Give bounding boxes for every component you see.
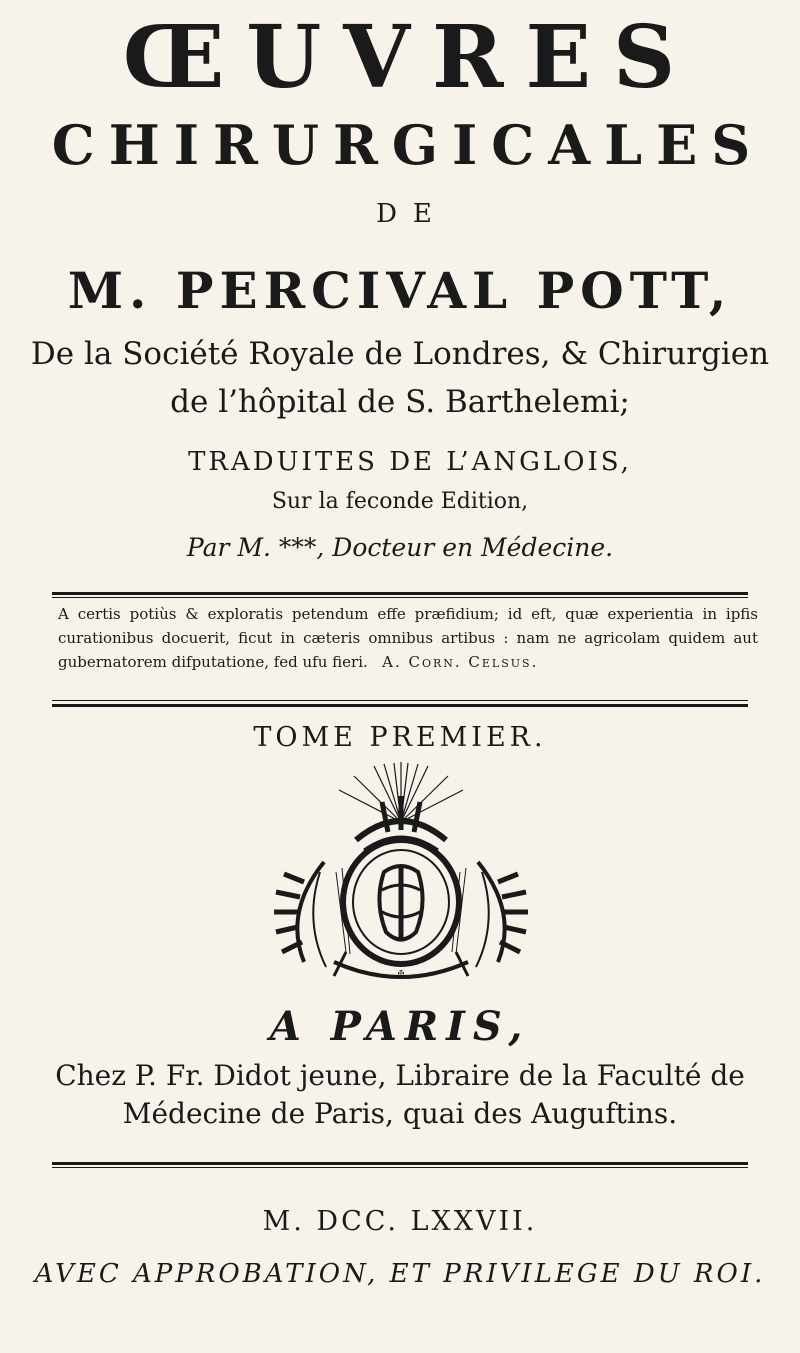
edition-line: Sur la feconde Edition, <box>271 489 529 514</box>
publisher-line-2: Médecine de Paris, quai des Auguftins. <box>122 1097 678 1130</box>
epigraph <box>58 602 758 674</box>
title-preposition: DE <box>376 199 448 229</box>
crowned-monogram-vignette-icon <box>264 762 538 984</box>
book-subtitle: CHIRURGICALES <box>51 113 765 177</box>
publication-place: A PARIS, <box>269 1003 531 1050</box>
volume-label: TOME PREMIER. <box>253 722 547 753</box>
publication-date: M. DCC. LXXVII. <box>262 1206 538 1237</box>
translation-heading: TRADUITES DE L’ANGLOIS, <box>188 447 632 477</box>
book-title: ŒUVRES <box>122 7 698 108</box>
author-name: M. PERCIVAL POTT, <box>67 261 733 320</box>
epigraph-bottom-rule <box>52 704 748 707</box>
epigraph-top-rule-thin <box>52 597 748 598</box>
publisher-line-1: Chez P. Fr. Didot jeune, Libraire de la Faculté de <box>55 1059 745 1092</box>
svg-text:✠: ✠ <box>397 969 405 978</box>
imprint-rule <box>52 1162 748 1165</box>
epigraph-text: A certis potiùs & exploratis petendum effe præfidium; id eft, quæ experientia in ipfis curationibus docuerit, ficut in cæteris omnibus artibus : nam ne agricolam quidem aut gubernatorem difputatione, fed ufu fieri. <box>58 605 758 671</box>
epigraph-bottom-rule-thin <box>52 700 748 701</box>
epigraph-attribution: A. Corn. Celsus. <box>382 653 539 671</box>
royal-privilege: AVEC APPROBATION, ET PRIVILEGE DU ROI. <box>34 1259 766 1289</box>
epigraph-top-rule <box>52 592 748 595</box>
author-affiliation-line-1: De la Société Royale de Londres, & Chirurgien <box>30 336 770 372</box>
translator-line: Par M. ***, Docteur en Médecine. <box>186 533 614 562</box>
author-affiliation-line-2: de l’hôpital de S. Barthelemi; <box>170 384 630 420</box>
imprint-rule-thin <box>52 1167 748 1168</box>
